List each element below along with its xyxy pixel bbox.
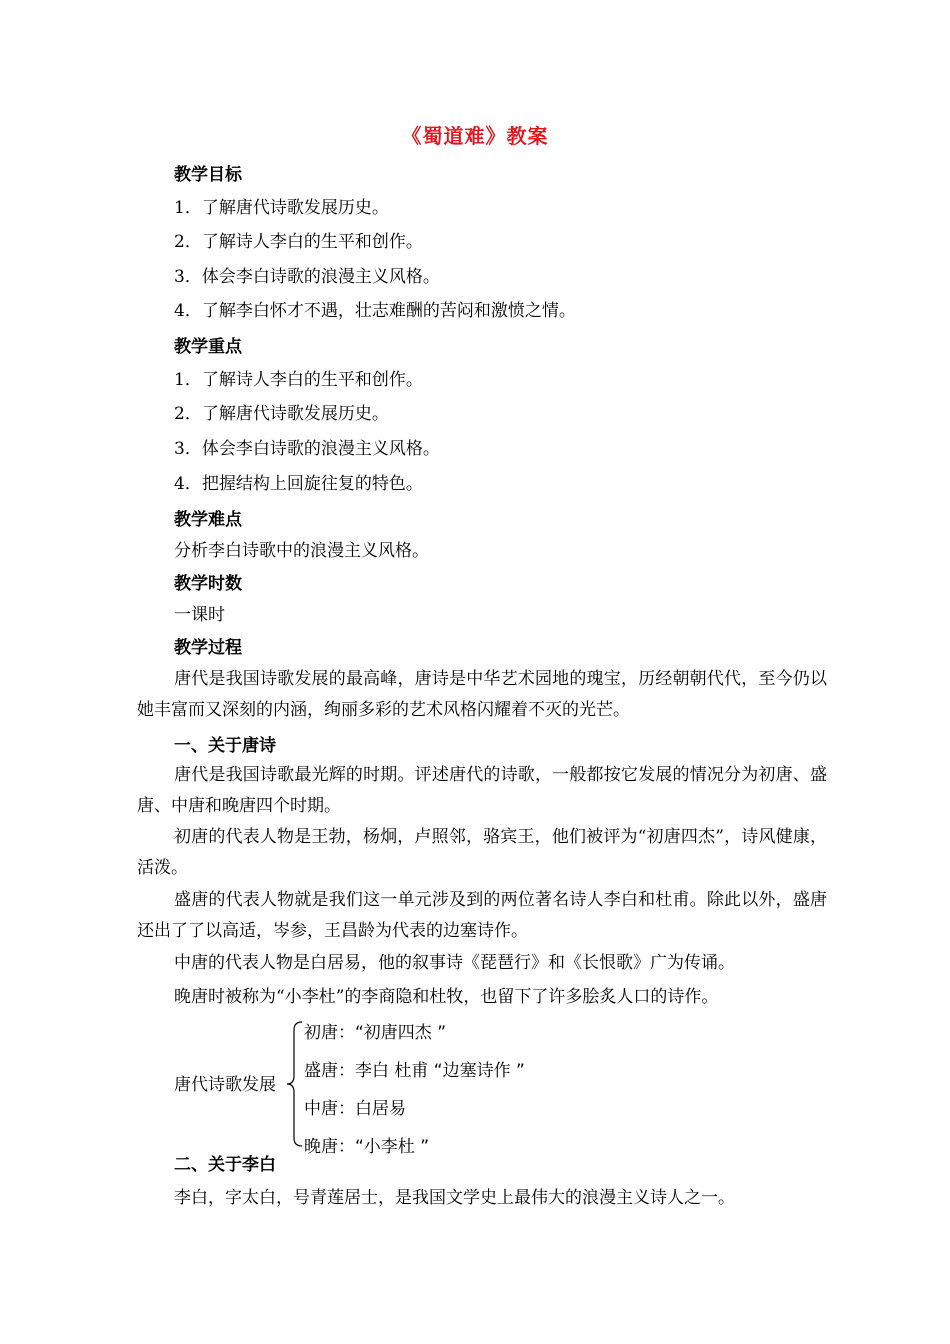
process-heading: 教学过程 — [174, 638, 242, 658]
key-point-item: 2．了解唐代诗歌发展历史。 — [174, 404, 389, 424]
diagram-item: 晚唐：“小李杜 ” — [304, 1137, 430, 1157]
key-point-item: 4．把握结构上回旋往复的特色。 — [174, 474, 423, 494]
objective-item: 3．体会李白诗歌的浪漫主义风格。 — [174, 267, 440, 287]
section1-paragraph: 唐代是我国诗歌最光辉的时期。评述唐代的诗歌，一般都按它发展的情况分为初唐、盛唐、中唐和晚唐四个时期。 — [137, 765, 827, 816]
brace-icon — [284, 1020, 306, 1148]
objective-item: 2．了解诗人李白的生平和创作。 — [174, 232, 423, 252]
diagram-root-label: 唐代诗歌发展 — [174, 1075, 276, 1095]
key-point-item: 3．体会李白诗歌的浪漫主义风格。 — [174, 439, 440, 459]
section1-paragraph: 初唐的代表人物是王勃，杨炯，卢照邻，骆宾王，他们被评为“初唐四杰”，诗风健康，活泼。 — [137, 827, 827, 878]
diagram-item: 初唐：“初唐四杰 ” — [304, 1023, 447, 1043]
section1-paragraph: 中唐的代表人物是白居易，他的叙事诗《琵琶行》和《长恨歌》广为传诵。 — [174, 953, 735, 973]
objective-item: 4．了解李白怀才不遇，壮志难酬的苦闷和激愤之情。 — [174, 301, 576, 321]
section1-heading: 一、关于唐诗 — [174, 736, 276, 756]
hours-heading: 教学时数 — [174, 574, 242, 594]
section1-paragraph: 盛唐的代表人物就是我们这一单元涉及到的两位著名诗人李白和杜甫。除此以外，盛唐还出了了以高适，岑参，王昌龄为代表的边塞诗作。 — [137, 890, 827, 941]
hours-text: 一课时 — [174, 605, 225, 625]
difficulty-text: 分析李白诗歌中的浪漫主义风格。 — [174, 541, 429, 561]
diagram-item: 盛唐：李白 杜甫 “边塞诗作 ” — [304, 1061, 525, 1081]
section2-heading: 二、关于李白 — [174, 1155, 276, 1175]
process-intro: 唐代是我国诗歌发展的最高峰，唐诗是中华艺术园地的瑰宝，历经朝朝代代，至今仍以她丰富而又深刻的内涵，绚丽多彩的艺术风格闪耀着不灭的光芒。 — [137, 669, 827, 720]
key-points-heading: 教学重点 — [174, 337, 242, 357]
section1-paragraph: 晚唐时被称为“小李杜”的李商隐和杜牧，也留下了许多脍炙人口的诗作。 — [174, 987, 719, 1007]
difficulty-heading: 教学难点 — [174, 510, 242, 530]
diagram-item: 中唐：白居易 — [304, 1099, 406, 1119]
objectives-heading: 教学目标 — [174, 165, 242, 185]
objective-item: 1．了解唐代诗歌发展历史。 — [174, 198, 389, 218]
key-point-item: 1．了解诗人李白的生平和创作。 — [174, 370, 423, 390]
document-title: 《蜀道难》教案 — [401, 124, 549, 148]
section2-paragraph: 李白，字太白，号青莲居士，是我国文学史上最伟大的浪漫主义诗人之一。 — [174, 1188, 735, 1208]
